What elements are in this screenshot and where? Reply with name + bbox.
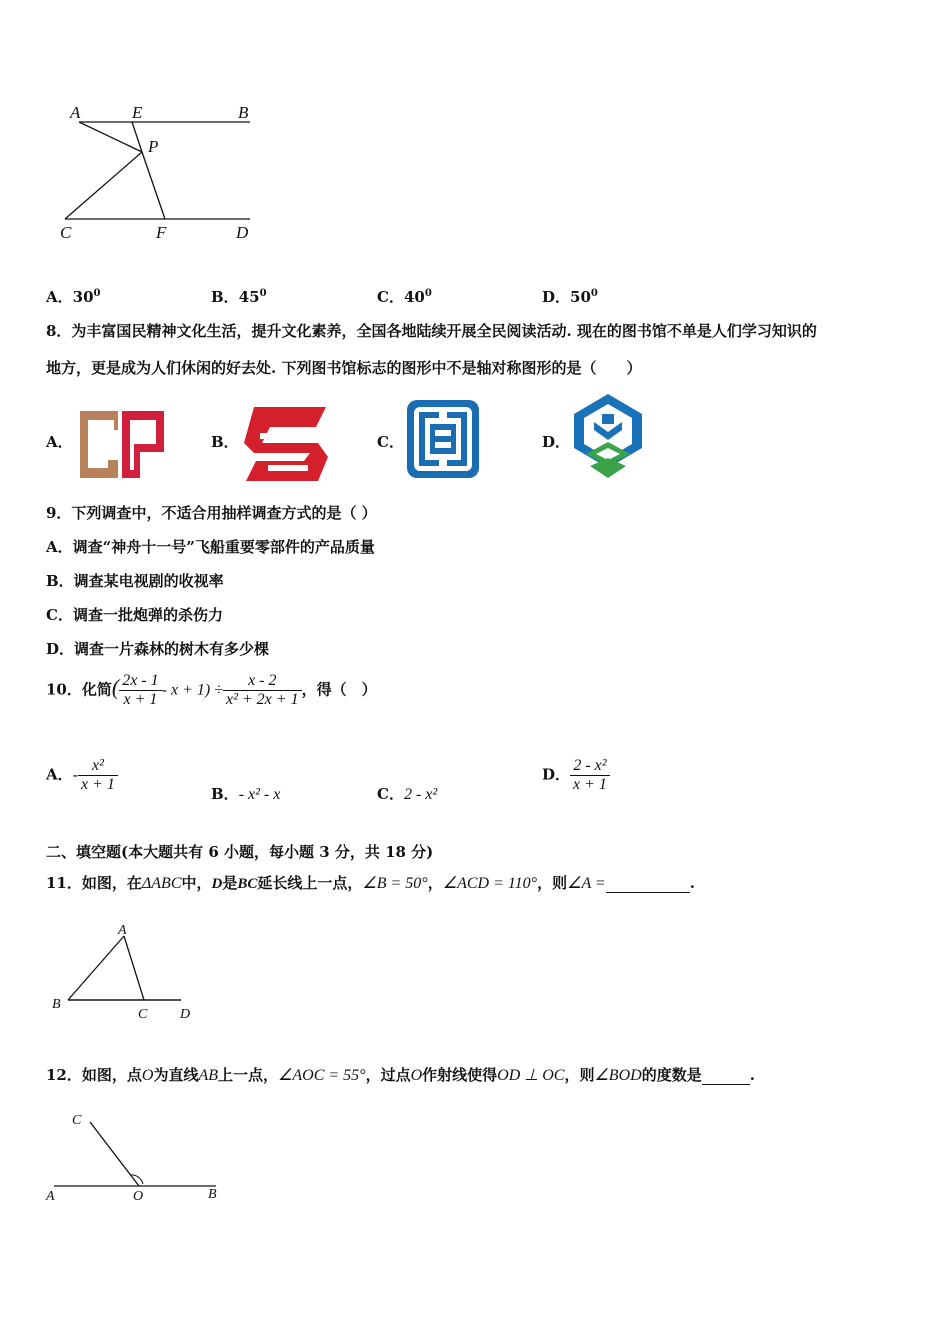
q7-figure xyxy=(50,98,270,248)
q7-option-c: C．$40^0$ xyxy=(377,288,432,306)
q11-stem: 11．如图，在ΔABC中，D是BC延长线上一点，∠B = 50°，∠ACD = 110°，则∠A = . xyxy=(46,874,695,892)
fig12-label-B: B xyxy=(208,1187,217,1202)
fig11-label-A: A xyxy=(118,923,127,938)
fig11-label-B: B xyxy=(52,997,61,1012)
q8-stem-line2: 地方，更是成为人们休闲的好去处. 下列图书馆标志的图形中不是轴对称图形的是（ ） xyxy=(46,359,642,377)
section-2-heading: 二、填空题(本大题共有 6 小题，每小题 3 分，共 18 分) xyxy=(46,843,434,861)
q8-stem-line1: 8．为丰富国民精神文化生活，提升文化素养，全国各地陆续开展全民阅读活动. 现在的图书馆不单是人们学习知识的 xyxy=(46,322,817,340)
q9-option-b: B．调查某电视剧的收视率 xyxy=(46,572,224,590)
q11-answer-blank[interactable] xyxy=(606,876,690,893)
q7-option-b: B．$45^0$ xyxy=(211,288,267,306)
q8-option-c-label: C． xyxy=(377,433,404,451)
label-D: D xyxy=(236,223,249,242)
q12-stem: 12．如图，点O为直线AB上一点，∠AOC = 55°，过点O作射线使得OD ⊥ OC，则∠BOD的度数是 . xyxy=(46,1066,755,1084)
fig12-label-C: C xyxy=(72,1113,82,1128)
q10-option-b: B．- x² - x xyxy=(211,785,281,803)
library-logo-d xyxy=(572,392,644,480)
q10-stem: 10．化简( $\frac{2x - 1}{x + 1}$ - x + 1) ÷ $\frac{x - 2}{\text{x² + 2x + 1}}$ ，得（ ） xyxy=(46,672,377,708)
label-B: B xyxy=(238,103,249,122)
q12-figure xyxy=(44,1108,229,1208)
label-C: C xyxy=(60,223,72,242)
q10-option-a: A．- $\frac{\text{x²}}{x + 1}$ xyxy=(46,757,118,794)
label-E: E xyxy=(132,103,143,122)
library-logo-a xyxy=(78,408,168,480)
q9-stem: 9．下列调查中，不适合用抽样调查方式的是（ ） xyxy=(46,504,377,522)
label-P: P xyxy=(148,137,159,156)
q12-answer-blank[interactable] xyxy=(702,1068,750,1085)
q8-option-b-label: B． xyxy=(211,433,239,451)
q8-option-a-label: A． xyxy=(46,433,73,451)
label-A: A xyxy=(70,103,81,122)
fig11-label-C: C xyxy=(138,1007,148,1022)
q10-option-d: D． $\frac{\text{2 - x²}}{x + 1}$ xyxy=(542,757,610,794)
q9-option-a: A．调查“神舟十一号”飞船重要零部件的产品质量 xyxy=(46,538,375,556)
q11-figure xyxy=(46,920,206,1025)
label-F: F xyxy=(156,223,167,242)
q7-option-a: A．$30^0$ xyxy=(46,288,101,306)
fig12-label-A: A xyxy=(46,1189,55,1204)
q7-option-d: D．$50^0$ xyxy=(542,288,598,306)
library-logo-c xyxy=(405,398,481,480)
q9-option-c: C．调查一批炮弹的杀伤力 xyxy=(46,606,223,624)
library-logo-b xyxy=(240,405,330,483)
q9-option-d: D．调查一片森林的树木有多少棵 xyxy=(46,640,270,658)
q10-option-c: C．2 - x² xyxy=(377,785,438,803)
fig12-label-O: O xyxy=(133,1189,144,1204)
q8-option-d-label: D． xyxy=(542,433,571,451)
fig11-label-D: D xyxy=(180,1007,191,1022)
